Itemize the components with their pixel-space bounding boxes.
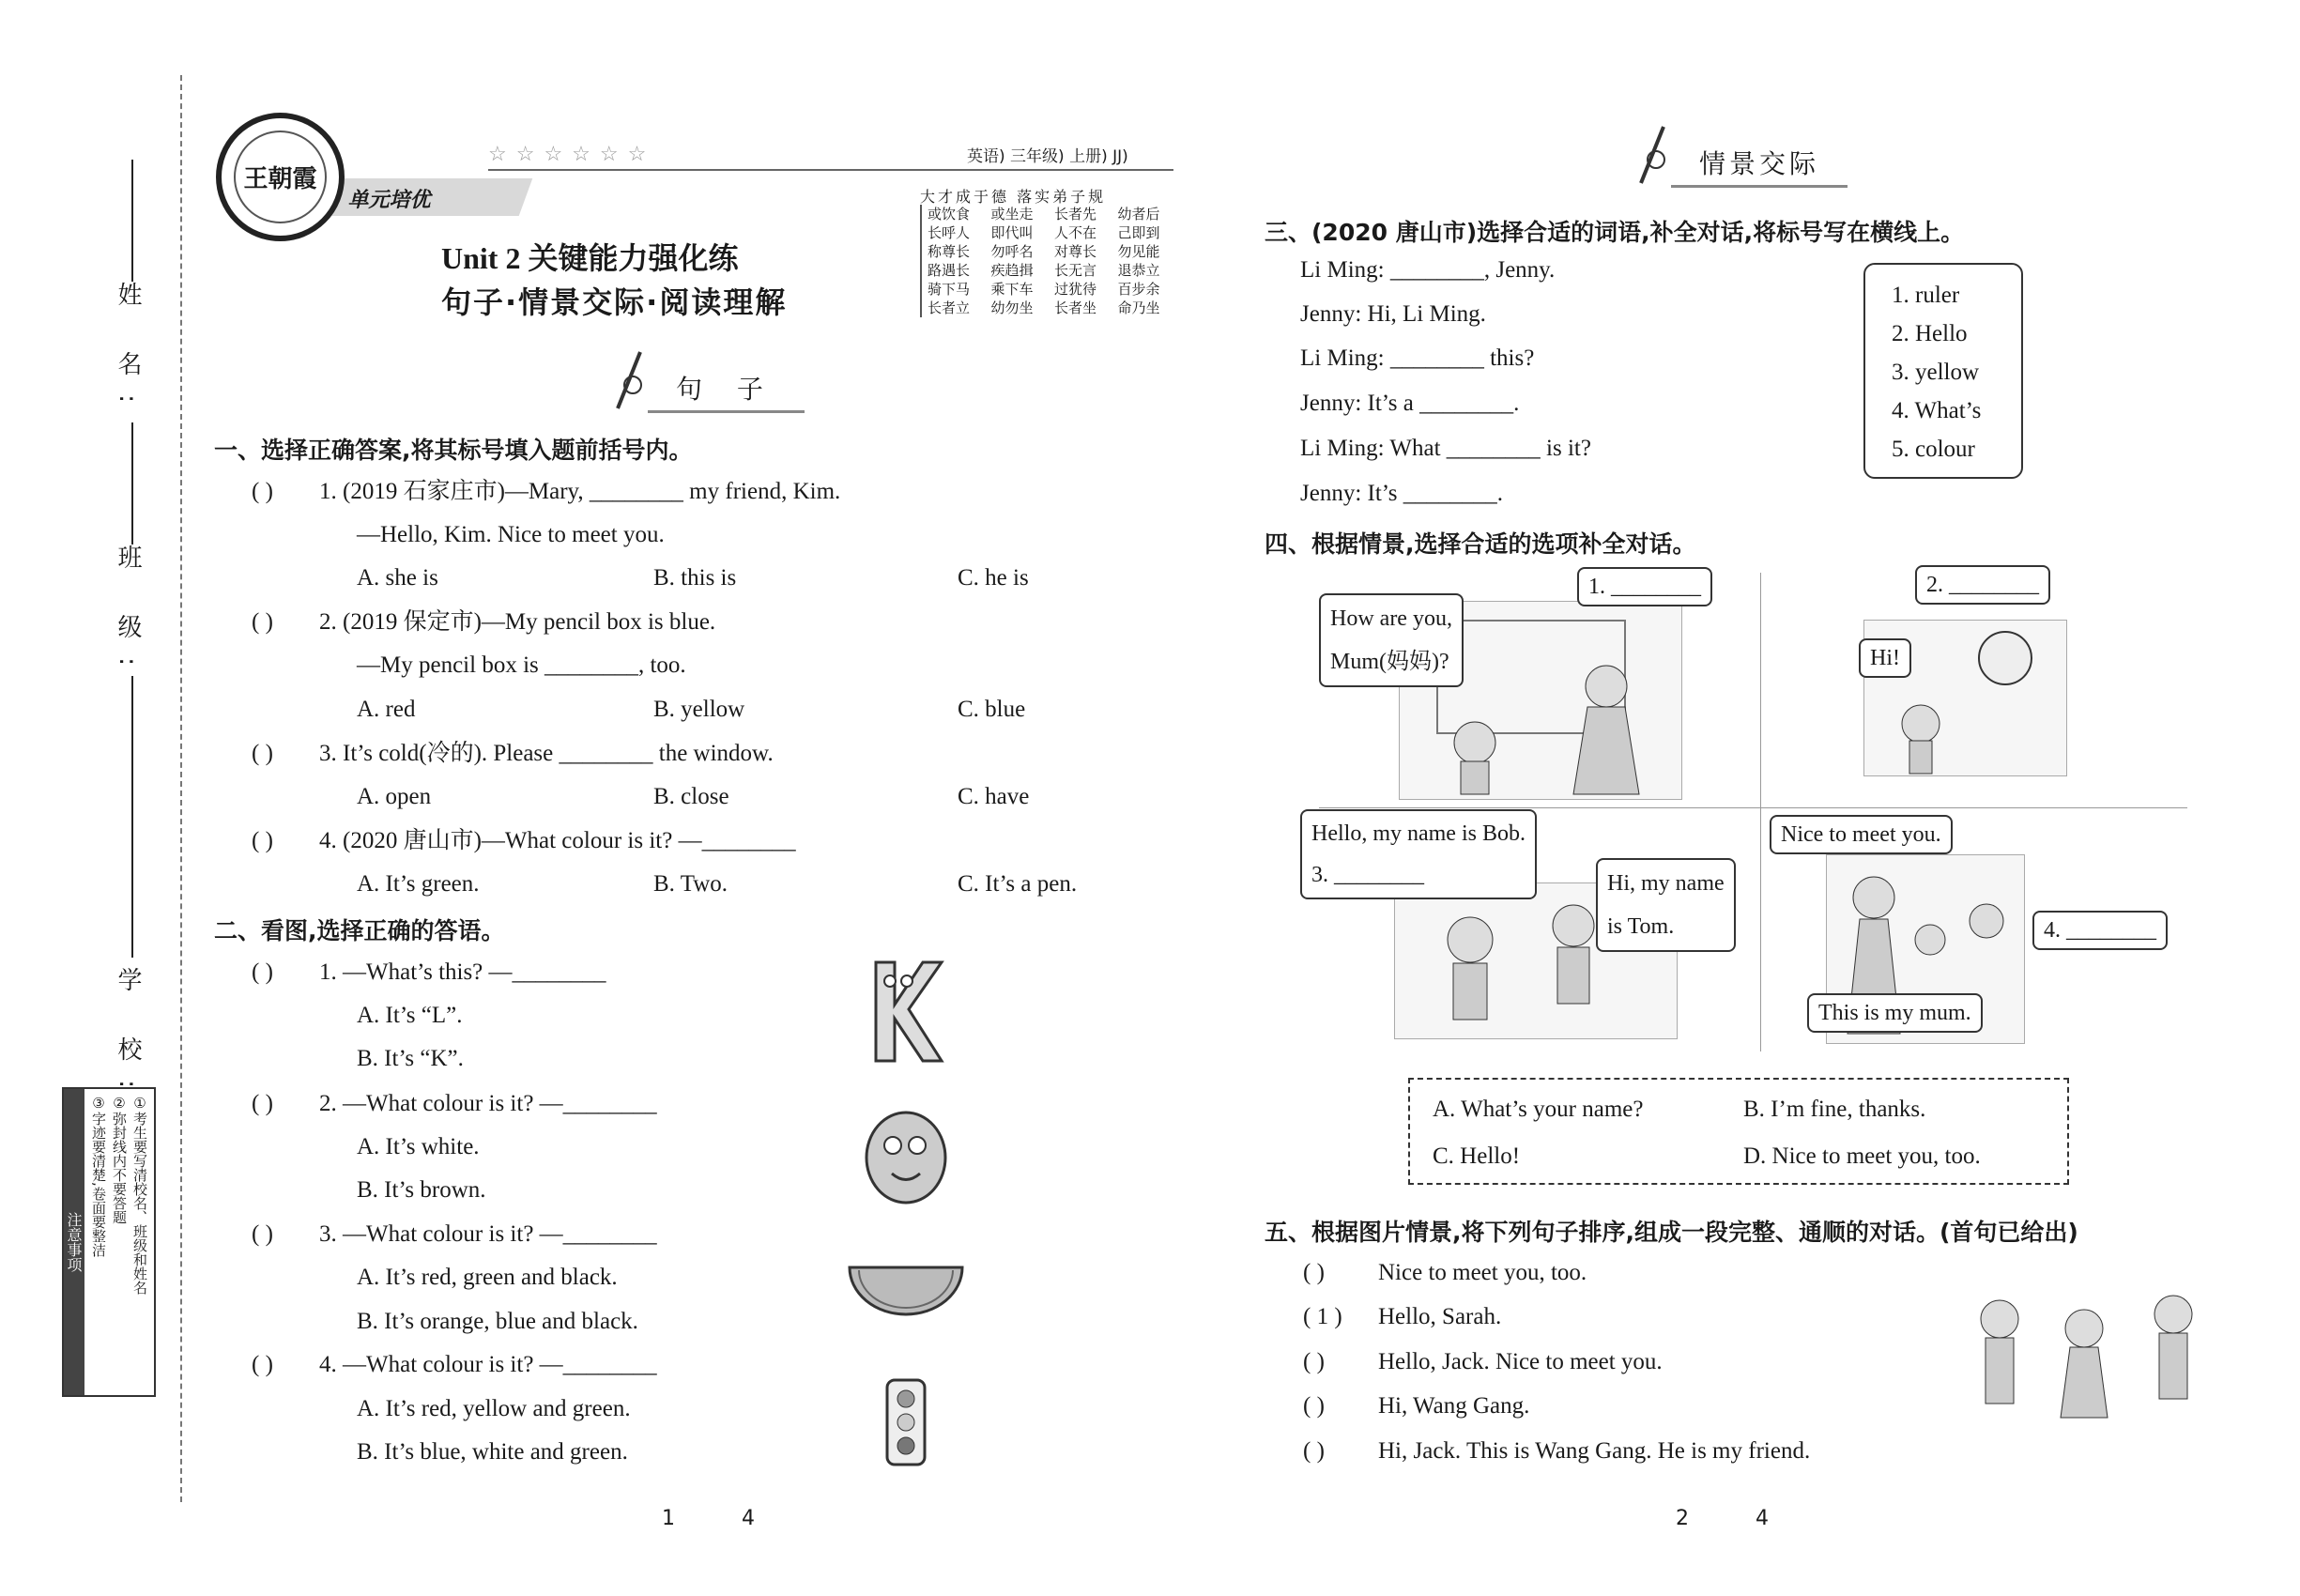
answer-paren[interactable]: ( ) — [252, 828, 273, 853]
option-b: B. It’s orange, blue and black. — [357, 1309, 638, 1334]
option-c: C. he is — [958, 565, 1029, 591]
answer-paren[interactable]: ( ) — [252, 1091, 273, 1116]
option-a: A. It’s red, green and black. — [357, 1265, 618, 1290]
question-stem: 4. —What colour is it? —________ — [319, 1352, 657, 1377]
motto-phrase: 过犹待 — [1054, 281, 1097, 298]
dialogue-line: Jenny: It’s ________. — [1300, 481, 1503, 506]
motto-phrase: 长者先 — [1054, 206, 1097, 223]
grade-meta: 英语) 三年级) 上册) JJ) — [967, 147, 1128, 166]
notes-box — [62, 1087, 156, 1397]
answer-paren[interactable]: ( ) — [1303, 1349, 1325, 1374]
option-a: A. It’s white. — [357, 1134, 480, 1159]
option-a: A. It’s green. — [357, 871, 480, 897]
option-a: A. she is — [357, 565, 438, 591]
motto-phrase: 乘下车 — [990, 281, 1034, 298]
answer-paren[interactable]: ( ) — [252, 479, 273, 504]
notes-line: ③字迹要清楚,卷面要整洁 — [90, 1095, 107, 1257]
page-total: 4 — [1756, 1507, 1769, 1530]
question-stem: 1. (2019 石家庄市)—Mary, ________ my friend, Kim. — [319, 479, 841, 504]
motto-phrase: 命乃坐 — [1117, 299, 1160, 316]
word-option: 5. colour — [1892, 437, 1975, 462]
dialogue-line: Jenny: Hi, Li Ming. — [1300, 301, 1486, 327]
answer-bubble-2[interactable]: 2. ________ — [1915, 565, 2050, 605]
answer-paren[interactable]: ( ) — [252, 959, 273, 985]
answer-paren[interactable]: ( ) — [1303, 1260, 1325, 1285]
class-line — [131, 422, 133, 545]
part4-heading: 四、根据情景,选择合适的选项补全对话。 — [1265, 530, 1696, 558]
motto-phrase: 幼勿坐 — [990, 299, 1034, 316]
word-bank — [1863, 263, 2023, 479]
motto-phrase: 长者立 — [928, 299, 971, 316]
notes-title: 注意事项 — [64, 1089, 84, 1395]
sentence-item: Hello, Jack. Nice to meet you. — [1378, 1349, 1663, 1374]
answer-bubble-4[interactable]: 4. ________ — [2032, 911, 2168, 950]
option-b: B. It’s blue, white and green. — [357, 1439, 628, 1465]
motto-phrase: 或饮食 — [928, 206, 971, 223]
answer-paren[interactable]: ( ) — [252, 1352, 273, 1377]
option-b: B. close — [653, 784, 729, 809]
option-a: A. open — [357, 784, 432, 809]
option-a: A. What’s your name? — [1433, 1097, 1644, 1122]
answer-paren[interactable]: ( ) — [1303, 1438, 1325, 1464]
question-stem-2: —My pencil box is ________, too. — [357, 652, 686, 678]
header-rule — [488, 169, 1173, 171]
option-b: B. Two. — [653, 871, 728, 897]
brand-logo: 王朝霞 — [216, 113, 345, 241]
question-stem: 2. (2019 保定市)—My pencil box is blue. — [319, 609, 716, 635]
option-b: B. It’s “K”. — [357, 1046, 464, 1071]
question-stem: 4. (2020 唐山市)—What colour is it? —________ — [319, 828, 796, 853]
option-a: A. red — [357, 697, 416, 722]
word-option: 4. What’s — [1892, 398, 1982, 423]
school-label: 学 校: — [114, 967, 142, 1108]
letter-k-image — [862, 948, 946, 1070]
motto-phrase: 勿见能 — [1117, 243, 1160, 260]
motto-grid — [920, 205, 1181, 317]
option-c: C. blue — [958, 697, 1026, 722]
notes-line: ①考生要写清校名、班级和姓名 — [131, 1095, 148, 1295]
speech-bubble: This is my mum. — [1807, 993, 1983, 1033]
motto-phrase: 人不在 — [1054, 224, 1097, 241]
option-c: C. Hello! — [1433, 1143, 1521, 1169]
option-b: B. It’s brown. — [357, 1177, 486, 1203]
motto-phrase: 长无言 — [1054, 262, 1097, 279]
word-option: 2. Hello — [1892, 321, 1968, 346]
motto-phrase: 对尊长 — [1054, 243, 1097, 260]
section-sentences: 句 子 — [610, 347, 805, 413]
option-c: C. It’s a pen. — [958, 871, 1078, 897]
answer-bubble-1[interactable]: 1. ________ — [1577, 567, 1712, 606]
dialogue-line: Li Ming: ________, Jenny. — [1300, 257, 1556, 283]
pencil-kid-icon — [1633, 122, 1671, 188]
section-situational: 情景交际 — [1633, 122, 1848, 188]
question-stem: 3. It’s cold(冷的). Please ________ the window. — [319, 741, 774, 766]
option-b: B. this is — [653, 565, 737, 591]
sentence-item: Nice to meet you, too. — [1378, 1260, 1587, 1285]
speech-bubble: Hi, my name is Tom. — [1596, 858, 1736, 952]
answer-paren[interactable]: ( ) — [252, 609, 273, 635]
speech-bubble: How are you, Mum(妈妈)? — [1319, 593, 1464, 687]
question-stem: 3. —What colour is it? —________ — [319, 1221, 657, 1247]
question-stem: 2. —What colour is it? —________ — [319, 1091, 657, 1116]
options-box — [1408, 1078, 2069, 1185]
school-line — [131, 676, 133, 958]
page-number: 1 — [662, 1507, 675, 1530]
word-option: 1. ruler — [1892, 283, 1960, 308]
page-subtitle: 句子·情景交际·阅读理解 — [441, 284, 788, 320]
motto-title: 大才成于德 落实弟子规 — [920, 188, 1107, 206]
difficulty-stars: ☆☆☆☆☆☆ — [488, 143, 656, 166]
question-stem: 1. —What’s this? —________ — [319, 959, 606, 985]
notes-line: ②弥封线内不要答题 — [111, 1095, 128, 1224]
binding-line — [180, 75, 182, 1502]
option-b: B. yellow — [653, 697, 745, 722]
speech-bubble: Nice to meet you. — [1770, 815, 1953, 854]
motto-phrase: 称尊长 — [928, 243, 971, 260]
page-total: 4 — [742, 1507, 755, 1530]
motto-phrase: 即代叫 — [990, 224, 1034, 241]
answer-paren[interactable]: ( ) — [1303, 1393, 1325, 1419]
sentence-item: Hi, Jack. This is Wang Gang. He is my friend. — [1378, 1438, 1811, 1464]
motto-phrase: 长呼人 — [928, 224, 971, 241]
dialogue-line: Jenny: It’s a ________. — [1300, 391, 1520, 416]
motto-phrase: 路遇长 — [928, 262, 971, 279]
sentence-item: Hi, Wang Gang. — [1378, 1393, 1530, 1419]
three-children-image — [1962, 1291, 2211, 1455]
dialogue-line: Li Ming: What ________ is it? — [1300, 436, 1591, 461]
part3-heading: 三、(2020 唐山市)选择合适的词语,补全对话,将标号写在横线上。 — [1265, 219, 1965, 246]
motto-phrase: 退恭立 — [1117, 262, 1160, 279]
name-label: 姓 名: — [114, 282, 142, 422]
word-option: 3. yellow — [1892, 360, 1980, 385]
option-c: C. have — [958, 784, 1030, 809]
page-title: Unit 2 关键能力强化练 — [441, 241, 739, 275]
notes-body — [84, 1089, 154, 1395]
watermelon-image — [845, 1263, 967, 1319]
motto-phrase: 长者坐 — [1054, 299, 1097, 316]
motto-phrase: 骑下马 — [928, 281, 971, 298]
question-stem-2: —Hello, Kim. Nice to meet you. — [357, 522, 665, 547]
motto-phrase: 或坐走 — [990, 206, 1034, 223]
name-line — [131, 160, 133, 282]
part1-heading: 一、选择正确答案,将其标号填入题前括号内。 — [214, 437, 693, 464]
class-label: 班 级: — [114, 545, 142, 685]
option-d: D. Nice to meet you, too. — [1743, 1143, 1981, 1169]
speech-bubble: Hi! — [1859, 638, 1911, 678]
sentence-item: Hello, Sarah. — [1378, 1304, 1502, 1329]
speech-bubble: Hello, my name is Bob. 3. ________ — [1300, 809, 1537, 899]
dialogue-line: Li Ming: ________ this? — [1300, 345, 1535, 371]
unit-banner: 单元培优 — [303, 178, 533, 216]
traffic-light-image — [850, 1371, 962, 1469]
quadrant-divider — [1760, 573, 1761, 1051]
quadrant-divider — [1319, 807, 2187, 808]
motto-phrase: 幼者后 — [1117, 206, 1160, 223]
answer-paren: ( 1 ) — [1303, 1304, 1342, 1329]
option-a: A. It’s red, yellow and green. — [357, 1396, 631, 1421]
option-a: A. It’s “L”. — [357, 1003, 463, 1028]
motto-phrase: 勿呼名 — [990, 243, 1034, 260]
motto-phrase: 己即到 — [1117, 224, 1160, 241]
motto-phrase: 疾趋揖 — [990, 262, 1034, 279]
page-number: 2 — [1676, 1507, 1689, 1530]
option-b: B. I’m fine, thanks. — [1743, 1097, 1926, 1122]
pencil-kid-icon — [610, 347, 648, 413]
kiwi-image — [859, 1106, 953, 1209]
motto-phrase: 百步余 — [1117, 281, 1160, 298]
part2-heading: 二、看图,选择正确的答语。 — [214, 917, 505, 944]
part5-heading: 五、根据图片情景,将下列句子排序,组成一段完整、通顺的对话。(首句已给出) — [1265, 1219, 2078, 1246]
answer-paren[interactable]: ( ) — [252, 1221, 273, 1247]
answer-paren[interactable]: ( ) — [252, 741, 273, 766]
